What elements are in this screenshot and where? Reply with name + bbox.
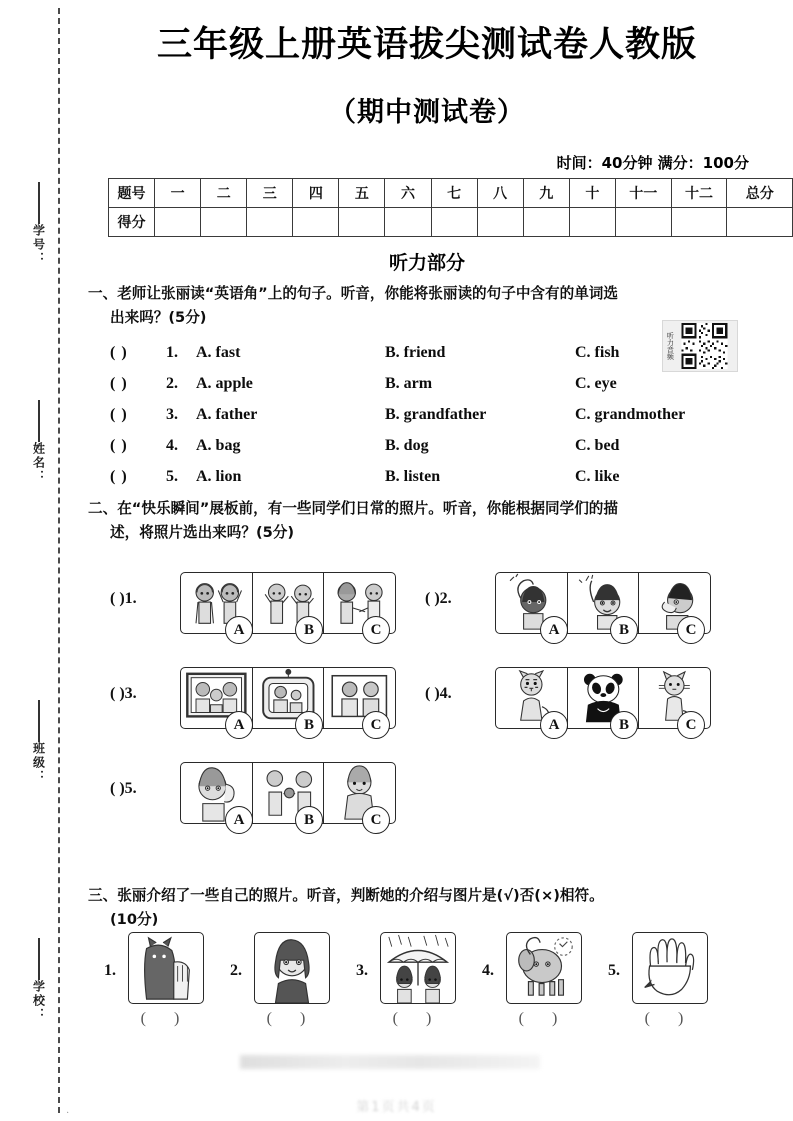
question-1-text: 老师让张丽读“英语角”上的句子。听音，你能将张丽读的句子中含有的单词选 (117, 285, 618, 302)
score-cell-6[interactable] (385, 208, 431, 237)
score-table-col-6: 六 (385, 179, 431, 208)
score-cell-11[interactable] (615, 208, 671, 237)
score-cell-2[interactable] (201, 208, 247, 237)
q3-item-2[interactable] (230, 932, 330, 1027)
rail-tick (38, 938, 40, 980)
choice-option-c[interactable]: C. fish (575, 344, 620, 361)
margin-label-text: 学校： (31, 980, 46, 1022)
margin-field-xuexiao (22, 938, 56, 1022)
picture-letter-c[interactable]: C (362, 616, 390, 644)
score-cell-7[interactable] (431, 208, 477, 237)
score-table-col-11: 十一 (615, 179, 671, 208)
answer-blank[interactable]: ( )5. (110, 780, 137, 797)
fold-dashed-line (58, 8, 60, 1113)
picture-letter-a[interactable]: A (540, 616, 568, 644)
q3-item-3[interactable] (356, 932, 456, 1027)
question-3-number: 三、 (88, 887, 118, 904)
answer-blank[interactable]: ( ) (266, 1010, 318, 1027)
table-row-scores (109, 208, 793, 237)
score-cell-4[interactable] (293, 208, 339, 237)
choice-option-c[interactable]: C. grandmother (575, 406, 686, 423)
score-cell-9[interactable] (523, 208, 569, 237)
score-table-rowhead: 题号 (109, 179, 155, 208)
question-1-number: 一、 (88, 285, 118, 302)
watermark-bar (240, 1055, 540, 1069)
score-table-col-2: 二 (201, 179, 247, 208)
picture-letter-c[interactable]: C (362, 806, 390, 834)
score-cell-total[interactable] (727, 208, 793, 237)
item-number: 2. (230, 962, 242, 979)
choice-option-b[interactable]: B. arm (385, 375, 433, 392)
score-cell-12[interactable] (671, 208, 727, 237)
picture-umbrella-rain[interactable] (380, 932, 456, 1004)
picture-letter-b[interactable]: B (610, 711, 638, 739)
section-heading-listening: 听力部分 (388, 252, 465, 274)
choice-option-a[interactable]: A. fast (196, 344, 241, 361)
score-cell-3[interactable] (247, 208, 293, 237)
q2-picture-group-5[interactable] (110, 762, 400, 828)
score-table-col-5: 五 (339, 179, 385, 208)
choice-option-b[interactable]: B. dog (385, 437, 429, 454)
picture-letter-b[interactable]: B (295, 806, 323, 834)
q1-choice-row-2[interactable] (110, 373, 770, 403)
item-number: 4. (482, 962, 494, 979)
score-cell-1[interactable] (155, 208, 201, 237)
answer-blank[interactable]: ( ) (392, 1010, 444, 1027)
q1-choice-row-5[interactable] (110, 466, 770, 496)
q3-item-1[interactable] (104, 932, 204, 1027)
score-table-col-9: 九 (523, 179, 569, 208)
corner-mark: · (66, 1108, 70, 1119)
answer-blank[interactable]: ( ) (110, 375, 128, 392)
score-table-col-8: 八 (477, 179, 523, 208)
score-table-col-1: 一 (155, 179, 201, 208)
page-footer: 第1页共4页 (356, 1100, 437, 1115)
q2-picture-group-4[interactable] (425, 667, 715, 733)
score-cell-5[interactable] (339, 208, 385, 237)
choice-option-c[interactable]: C. like (575, 468, 620, 485)
choice-number: 4. (166, 437, 178, 454)
answer-blank[interactable]: ( )2. (425, 590, 452, 607)
score-cell-8[interactable] (477, 208, 523, 237)
q2-picture-group-3[interactable] (110, 667, 400, 733)
choice-number: 2. (166, 375, 178, 392)
margin-label-text: 班级： (31, 742, 46, 784)
answer-blank[interactable]: ( ) (140, 1010, 192, 1027)
qr-label-text: 听力音频 (666, 332, 675, 360)
picture-letter-a[interactable]: A (225, 711, 253, 739)
question-3-text: 张丽介绍了一些自己的照片。听音，判断她的介绍与图片是(√)否(×)相符。 (117, 887, 604, 904)
question-1-prompt (88, 282, 760, 329)
score-table-col-total: 总分 (727, 179, 793, 208)
answer-blank[interactable]: ( ) (110, 406, 128, 423)
choice-number: 1. (166, 344, 178, 361)
choice-option-b[interactable]: B. listen (385, 468, 441, 485)
answer-blank[interactable]: ( )1. (110, 590, 137, 607)
q3-item-5[interactable] (608, 932, 708, 1027)
page-subtitle: （期中测试卷） (329, 97, 525, 128)
margin-field-banji (22, 700, 56, 784)
item-number: 3. (356, 962, 368, 979)
margin-field-xuehao (22, 182, 56, 266)
answer-blank[interactable]: ( ) (644, 1010, 696, 1027)
q2-picture-group-2[interactable] (425, 572, 715, 638)
q1-choice-row-4[interactable] (110, 435, 770, 465)
choice-number: 3. (166, 406, 178, 423)
picture-girl[interactable] (254, 932, 330, 1004)
answer-blank[interactable]: ( ) (110, 344, 128, 361)
answer-blank[interactable]: ( ) (110, 468, 128, 485)
picture-letter-b[interactable]: B (295, 711, 323, 739)
question-2-text: 在“快乐瞬间”展板前，有一些同学们日常的照片。听音，你能根据同学们的描 (117, 500, 618, 517)
picture-letter-c[interactable]: C (677, 711, 705, 739)
score-table-col-10: 十 (569, 179, 615, 208)
item-number: 5. (608, 962, 620, 979)
margin-rail (0, 0, 72, 1121)
picture-letter-a[interactable]: A (540, 711, 568, 739)
answer-blank[interactable]: ( )4. (425, 685, 452, 702)
picture-cat-hand[interactable] (128, 932, 204, 1004)
picture-letter-b[interactable]: B (295, 616, 323, 644)
rail-tick (38, 400, 40, 442)
question-3-prompt (88, 884, 760, 931)
q2-picture-group-1[interactable] (110, 572, 400, 638)
margin-label-text: 学号： (31, 224, 46, 266)
qr-code-icon (675, 323, 734, 369)
score-table (108, 178, 793, 237)
choice-option-a[interactable]: A. father (196, 406, 258, 423)
listening-audio-qr[interactable] (662, 320, 738, 372)
score-table-col-4: 四 (293, 179, 339, 208)
page-title: 三年级上册英语拔尖测试卷人教版 (156, 25, 697, 65)
answer-blank[interactable]: ( ) (110, 437, 128, 454)
choice-option-c[interactable]: C. bed (575, 437, 620, 454)
question-2-number: 二、 (88, 500, 118, 517)
answer-blank[interactable]: ( ) (518, 1010, 570, 1027)
score-table-col-3: 三 (247, 179, 293, 208)
choice-option-b[interactable]: B. friend (385, 344, 446, 361)
choice-option-c[interactable]: C. eye (575, 375, 617, 392)
picture-letter-b[interactable]: B (610, 616, 638, 644)
choice-option-b[interactable]: B. grandfather (385, 406, 487, 423)
picture-elephant[interactable] (506, 932, 582, 1004)
picture-letter-a[interactable]: A (225, 616, 253, 644)
question-1-text-line2: 出来吗？(5分) (110, 308, 207, 326)
score-cell-10[interactable] (569, 208, 615, 237)
item-number: 1. (104, 962, 116, 979)
q1-choice-row-3[interactable] (110, 404, 770, 434)
picture-letter-c[interactable]: C (677, 616, 705, 644)
answer-blank[interactable]: ( )3. (110, 685, 137, 702)
table-row-header (109, 179, 793, 208)
picture-hand-five[interactable] (632, 932, 708, 1004)
rail-tick (38, 182, 40, 224)
picture-letter-a[interactable]: A (225, 806, 253, 834)
picture-letter-c[interactable]: C (362, 711, 390, 739)
margin-field-xingming (22, 400, 56, 484)
score-table-col-12: 十二 (671, 179, 727, 208)
score-table-rowhead: 得分 (109, 208, 155, 237)
choice-option-a[interactable]: A. lion (196, 468, 242, 485)
margin-label-text: 姓名： (31, 442, 46, 484)
exam-meta: 时间：40分钟 满分：100分 (556, 154, 749, 172)
question-3-text-line2: (10分) (110, 910, 159, 928)
choice-option-a[interactable]: A. apple (196, 375, 253, 392)
choice-option-a[interactable]: A. bag (196, 437, 241, 454)
score-table-col-7: 七 (431, 179, 477, 208)
q3-item-4[interactable] (482, 932, 582, 1027)
choice-number: 5. (166, 468, 178, 485)
question-2-prompt (88, 497, 760, 544)
rail-tick (38, 700, 40, 742)
question-2-text-line2: 述，将照片选出来吗？(5分) (110, 523, 295, 541)
